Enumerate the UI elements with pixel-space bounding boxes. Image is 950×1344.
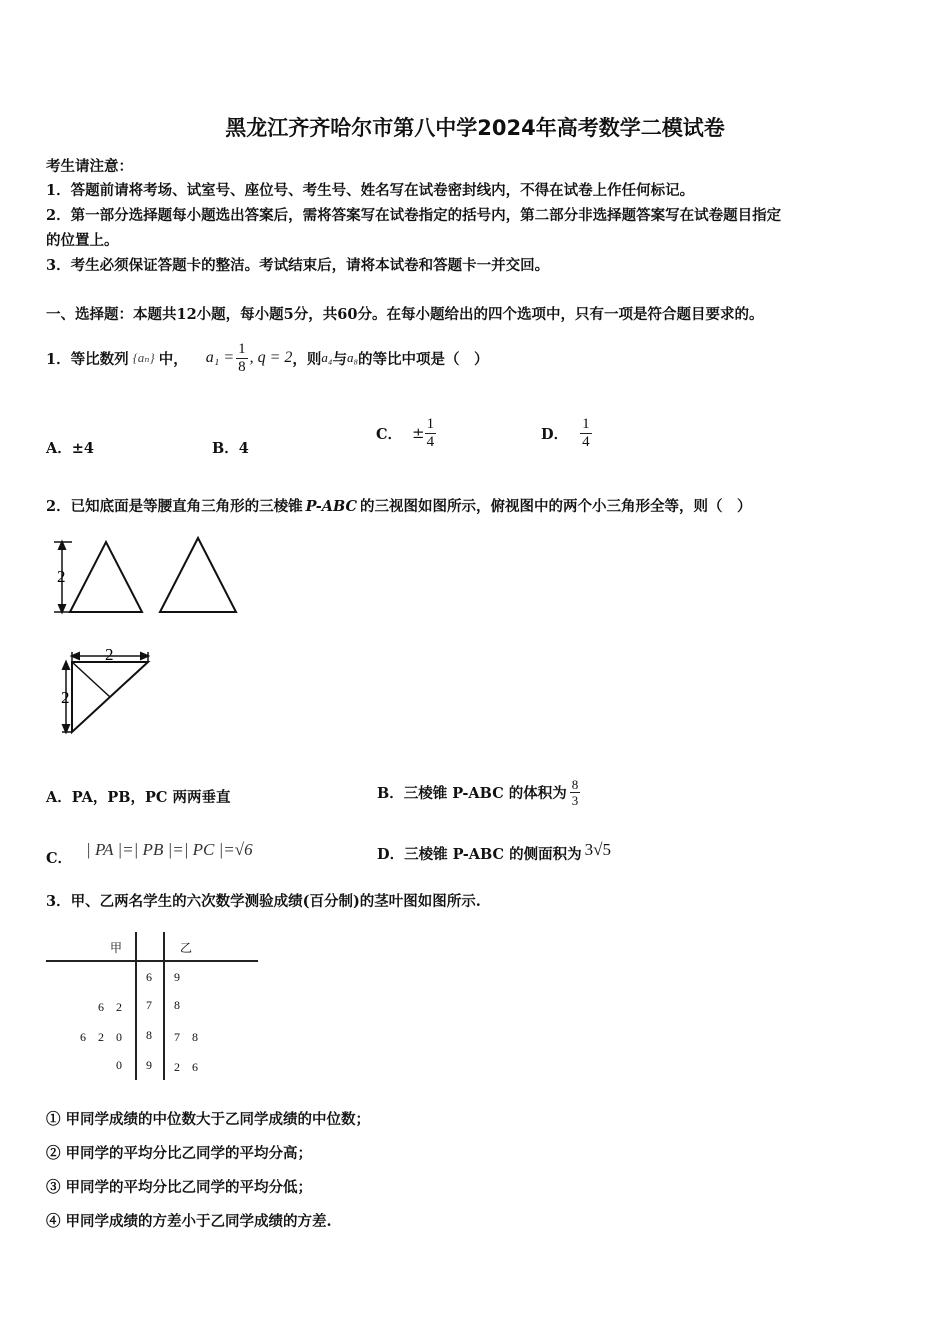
notice-item-2: 2．第一部分选择题每小题选出答案后，需将答案写在试卷指定的括号内，第二部分非选择题答案写在试卷题目指定 bbox=[46, 207, 782, 224]
q2-option-c-label: C． bbox=[46, 849, 73, 867]
q1-option-d-num: 1 bbox=[582, 415, 590, 432]
notice-item-1: 1．答题前请将考场、试室号、座位号、考生号、姓名写在试卷密封线内，不得在试卷上作任何标记。 bbox=[46, 182, 695, 199]
stem-leaf-plot bbox=[46, 930, 258, 1080]
q1-option-b: B．4 bbox=[212, 440, 249, 457]
stem-leaf-row-right: 9 bbox=[174, 970, 180, 984]
q1-option-c bbox=[376, 410, 436, 456]
stem-leaf-row-right: 7 8 bbox=[174, 1030, 199, 1044]
top-view-dim-v: 2 bbox=[61, 688, 70, 707]
question-1 bbox=[46, 338, 488, 378]
front-view-dim: 2 bbox=[57, 567, 66, 586]
top-view-dim-h: 2 bbox=[105, 645, 114, 664]
q2-option-c bbox=[46, 832, 253, 868]
page-title: 黑龙江齐齐哈尔市第八中学2024年高考数学二模试卷 bbox=[225, 116, 725, 140]
q1-cond-q: , q = 2 bbox=[249, 349, 293, 366]
q1-option-c-label: C． bbox=[376, 425, 403, 443]
stem-leaf-row-stem: 9 bbox=[146, 1058, 152, 1072]
q3-statement-1: ① 甲同学成绩的中位数大于乙同学成绩的中位数； bbox=[46, 1111, 371, 1128]
q1-a4: a₄ bbox=[321, 350, 333, 365]
q2-text: 2．已知底面是等腰直角三角形的三棱锥 bbox=[46, 498, 303, 515]
stem-leaf-row-right: 8 bbox=[174, 998, 180, 1012]
q3-statement-4: ④ 甲同学成绩的方差小于乙同学成绩的方差. bbox=[46, 1213, 332, 1230]
stem-leaf-row-left: 0 bbox=[116, 1058, 122, 1072]
q1-prefix: 1．等比数列 bbox=[46, 350, 129, 368]
q1-option-c-fraction bbox=[425, 416, 437, 451]
question-2 bbox=[46, 495, 752, 516]
q1-option-d-den: 4 bbox=[582, 433, 590, 450]
q2-pabc: P-ABC bbox=[305, 498, 358, 515]
q2-option-b bbox=[377, 770, 580, 814]
q2-option-a: A．PA，PB，PC 两两垂直 bbox=[46, 789, 231, 806]
q1-option-c-num: 1 bbox=[426, 415, 435, 432]
q1-option-c-den: 4 bbox=[426, 433, 435, 450]
q3-statement-3: ③ 甲同学的平均分比乙同学的平均分低； bbox=[46, 1179, 313, 1196]
stem-leaf-row-stem: 8 bbox=[146, 1028, 152, 1042]
q1-sequence: {aₙ} bbox=[132, 350, 155, 365]
notice-item-3: 3．考生必须保证答题卡的整洁。考试结束后，请将本试卷和答题卡一并交回。 bbox=[46, 257, 550, 274]
q1-a8: a₈ bbox=[346, 350, 358, 365]
stem-leaf-row-left: 6 2 bbox=[97, 1000, 122, 1014]
stem-leaf-row-stem: 6 bbox=[146, 970, 152, 984]
question-3: 3．甲、乙两名学生的六次数学测验成绩(百分制)的茎叶图如图所示. bbox=[46, 893, 481, 910]
q1-mid: 中， bbox=[158, 350, 188, 368]
q1-cond-a: a₁ = bbox=[205, 349, 235, 366]
q2-option-c-expr: | PA |=| PB |=| PC |=√6 bbox=[86, 840, 253, 859]
q3-statement-2: ② 甲同学的平均分比乙同学的平均分高； bbox=[46, 1145, 313, 1162]
q1-option-c-pm: ± bbox=[412, 424, 425, 442]
q2-option-b-den: 3 bbox=[571, 792, 579, 808]
q1-option-d bbox=[541, 410, 592, 456]
q2-option-d-text: D．三棱锥 P-ABC 的侧面积为 bbox=[377, 845, 582, 863]
front-view-triangle bbox=[70, 542, 142, 612]
q1-option-d-fraction bbox=[580, 416, 592, 451]
q2-option-b-text: B．三棱锥 P-ABC 的体积为 bbox=[377, 784, 567, 802]
stem-leaf-header-left: 甲 bbox=[110, 941, 123, 955]
stem-leaf-row-stem: 7 bbox=[146, 998, 152, 1012]
stem-leaf-row-right: 2 6 bbox=[174, 1060, 199, 1074]
q2-option-b-fraction bbox=[570, 777, 581, 808]
q2-text-2: 的三视图如图所示，俯视图中的两个小三角形全等，则（ ） bbox=[360, 498, 752, 515]
q1-option-a: A．±4 bbox=[46, 440, 94, 457]
q1-tail-3: 的等比中项是（ ） bbox=[357, 350, 489, 368]
q2-option-d-expr: 3√5 bbox=[584, 840, 611, 859]
q2-option-b-num: 8 bbox=[571, 776, 579, 792]
q1-cond-den: 8 bbox=[238, 358, 246, 375]
q1-tail-1: ，则 bbox=[292, 350, 322, 368]
q1-cond-fraction bbox=[236, 341, 248, 376]
notice-heading: 考生请注意： bbox=[46, 158, 133, 175]
three-view-figure bbox=[50, 530, 250, 740]
q1-condition bbox=[206, 341, 293, 376]
q1-cond-num: 1 bbox=[238, 340, 246, 357]
q1-tail-2: 与 bbox=[332, 350, 347, 368]
stem-leaf-header-right: 乙 bbox=[180, 941, 193, 955]
notice-item-2-cont: 的位置上。 bbox=[46, 232, 119, 249]
stem-leaf-row-left: 6 2 0 bbox=[79, 1030, 122, 1044]
side-view-triangle bbox=[160, 538, 236, 612]
q2-option-d bbox=[377, 833, 611, 867]
q1-option-d-label: D． bbox=[541, 425, 569, 443]
section-heading: 一、选择题：本题共12小题，每小题5分，共60分。在每小题给出的四个选项中，只有一项是符合题目要求的。 bbox=[46, 306, 764, 323]
